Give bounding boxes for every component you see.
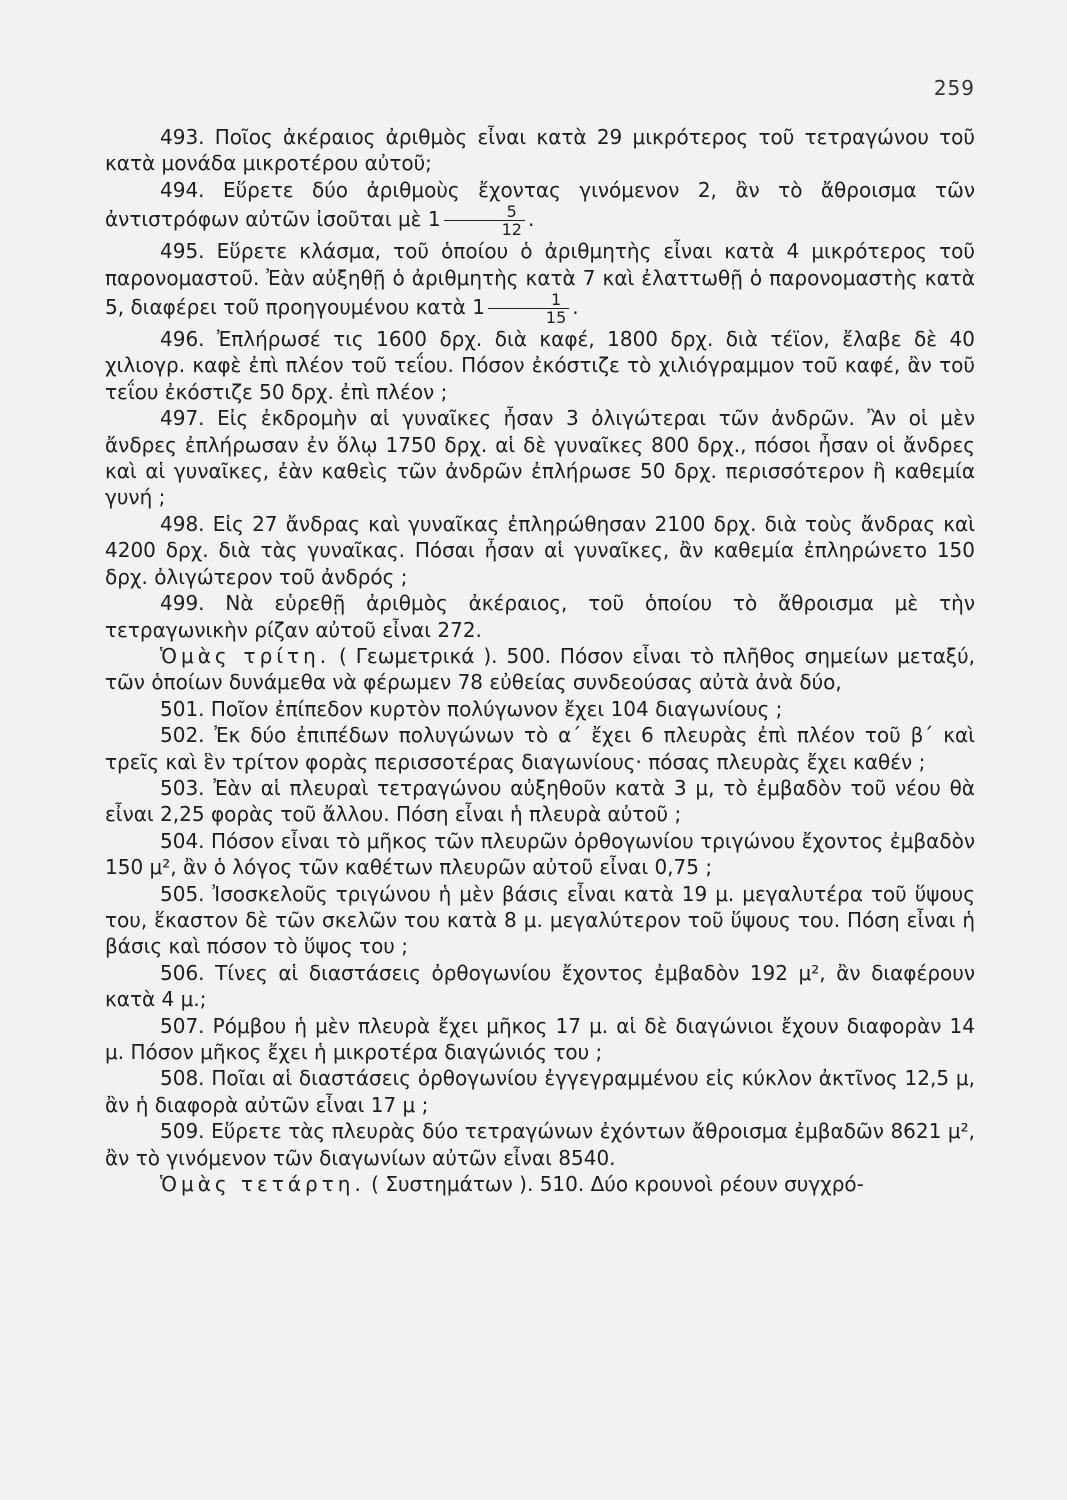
- problem-505: 505. Ἰσοσκελοῦς τριγώνου ἡ μὲν βάσις εἶναι κατὰ 19 μ. μεγαλυτέρα τοῦ ὕψους του, ἕκαστον δὲ τῶν σκελῶν του κατὰ 8 μ. μεγαλύτερον τοῦ ὕψους του. Πόση εἶναι ἡ βάσις καὶ πόσον τὸ ὕψος του ;: [105, 881, 975, 959]
- problem-497: 497. Εἰς ἐκδρομὴν αἱ γυναῖκες ἦσαν 3 ὀλιγώτεραι τῶν ἀνδρῶν. Ἂν οἱ μὲν ἄνδρες ἐπλήρωσαν ἐν ὅλῳ 1750 δρχ. αἱ δὲ γυναῖκες 800 δρχ., πόσοι ἦσαν οἱ ἄνδρες καὶ αἱ γυναῖκες, ἐὰν καθεὶς τῶν ἀνδρῶν ἐπλήρωσε 50 δρχ. περισσότερον ἢ καθεμία γυνή ;: [105, 406, 975, 510]
- problem-495: [105, 238, 975, 326]
- problem-499: 499. Νὰ εὑρεθῇ ἀριθμὸς ἀκέραιος, τοῦ ὁποίου τὸ ἄθροισμα μὲ τὴν τετραγωνικὴν ρίζαν αὐτοῦ εἶναι 272.: [105, 591, 975, 642]
- problem-495-tail: .: [572, 295, 579, 320]
- page-body: [105, 124, 975, 1197]
- problem-494: [105, 177, 975, 238]
- problem-503: 503. Ἐὰν αἱ πλευραὶ τετραγώνου αὐξηθοῦν κατὰ 3 μ, τὸ ἐμβαδὸν τοῦ νέου θὰ εἶναι 2,25 φορὰς τοῦ ἄλλου. Πόση εἶναι ἡ πλευρὰ αὐτοῦ ;: [105, 775, 975, 827]
- problem-501: 501. Ποῖον ἐπίπεδον κυρτὸν πολύγωνον ἔχει 104 διαγωνίους ;: [160, 696, 783, 721]
- group-four-label: ( Συστημάτων ).: [371, 1172, 534, 1197]
- problem-510: 510. Δύο κρουνοὶ ρέουν συγχρό-: [539, 1172, 864, 1197]
- problem-493: 493. Ποῖος ἀκέραιος ἀριθμὸς εἶναι κατὰ 29 μικρότερος τοῦ τετραγώνου τοῦ κατὰ μονάδα μικροτέρου αὐτοῦ;: [105, 125, 975, 176]
- group-three: [105, 643, 975, 696]
- problem-495-text: 495. Εὕρετε κλάσμα, τοῦ ὁποίου ὁ ἀριθμητὴς εἶναι κατὰ 4 μικρότερος τοῦ παρονομαστοῦ. Ἐὰν αὐξηθῇ ὁ ἀριθμητὴς κατὰ 7 καὶ ἐλαττωθῇ ὁ παρονομαστὴς κατὰ 5, διαφέρει τοῦ προηγουμένου κατὰ 1: [105, 239, 975, 320]
- page-number: 259: [933, 76, 975, 100]
- problem-509: 509. Εὕρετε τὰς πλευρὰς δύο τετραγώνων ἐχόντων ἄθροισμα ἐμβαδῶν 8621 μ², ἂν τὸ γινόμενον τῶν διαγωνίων αὐτῶν εἶναι 8540.: [105, 1119, 975, 1170]
- problem-504: 504. Πόσον εἶναι τὸ μῆκος τῶν πλευρῶν ὀρθογωνίου τριγώνου ἔχοντος ἐμβαδὸν 150 μ², ἂν ὁ λόγος τῶν καθέτων πλευρῶν αὐτοῦ εἶναι 0,75 ;: [105, 828, 975, 880]
- problem-494-tail: .: [527, 207, 535, 232]
- fraction-5-12: [444, 203, 525, 238]
- problem-498: 498. Εἰς 27 ἄνδρας καὶ γυναῖκας ἐπληρώθησαν 2100 δρχ. διὰ τοὺς ἄνδρας καὶ 4200 δρχ. διὰ τὰς γυναῖκας. Πόσαι ἦσαν αἱ γυναῖκες, ἂν καθεμία ἐπληρώνετο 150 δρχ. ὀλιγώτερον τοῦ ἀνδρός ;: [105, 511, 975, 589]
- problem-502: 502. Ἐκ δύο ἐπιπέδων πολυγώνων τὸ α΄ ἔχει 6 πλευρὰς ἐπὶ πλέον τοῦ β΄ καὶ τρεῖς καὶ ἓν τρίτον φορὰς περισσοτέρας διαγωνίους· πόσας πλευρὰς ἔχει καθέν ;: [105, 723, 975, 774]
- problem-500: 500. Πόσον εἶναι τὸ πλῆθος σημείων μεταξύ, τῶν ὁποίων δυνάμεθα νὰ φέρωμεν 78 εὐθείας συνδεούσας αὐτὰ ἀνὰ δύο,: [105, 643, 976, 695]
- fraction-denominator: 15: [488, 308, 569, 326]
- problem-508: 508. Ποῖαι αἱ διαστάσεις ὀρθογωνίου ἐγγεγραμμένου εἰς κύκλον ἀκτῖνος 12,5 μ, ἂν ἡ διαφορὰ αὐτῶν εἶναι 17 μ ;: [105, 1066, 975, 1117]
- fraction-numerator: 5: [506, 202, 517, 222]
- group-four: [105, 1171, 975, 1197]
- group-three-label: ( Γεωμετρικά ).: [339, 643, 498, 668]
- fraction-denominator: 12: [444, 220, 525, 238]
- group-three-heading: Ὁμὰς τρίτη.: [160, 643, 331, 668]
- group-four-heading: Ὁμὰς τετάρτη.: [160, 1172, 365, 1197]
- fraction-numerator: 1: [551, 290, 562, 310]
- problem-507: 507. Ρόμβου ἡ μὲν πλευρὰ ἔχει μῆκος 17 μ. αἱ δὲ διαγώνιοι ἔχουν διαφορὰν 14 μ. Πόσον μῆκος ἔχει ἡ μικροτέρα διαγώνιός του ;: [105, 1013, 975, 1064]
- problem-506: 506. Τίνες αἱ διαστάσεις ὀρθογωνίου ἔχοντος ἐμβαδὸν 192 μ², ἂν διαφέρουν κατὰ 4 μ.;: [105, 960, 975, 1012]
- problem-494-text: 494. Εὕρετε δύο ἀριθμοὺς ἔχοντας γινόμενον 2, ἂν τὸ ἄθροισμα τῶν ἀντιστρόφων αὐτῶν ἰσοῦται μὲ 1: [105, 177, 975, 232]
- fraction-1-15: [488, 291, 569, 326]
- problem-496: 496. Ἐπλήρωσέ τις 1600 δρχ. διὰ καφέ, 1800 δρχ. διὰ τέϊον, ἔλαβε δὲ 40 χιλιογρ. καφὲ ἐπὶ πλέον τοῦ τεΐου. Πόσον ἐκόστιζε τὸ χιλιόγραμμον τοῦ καφέ, ἂν τοῦ τεΐου ἐκόστιζε 50 δρχ. ἐπὶ πλέον ;: [105, 327, 975, 404]
